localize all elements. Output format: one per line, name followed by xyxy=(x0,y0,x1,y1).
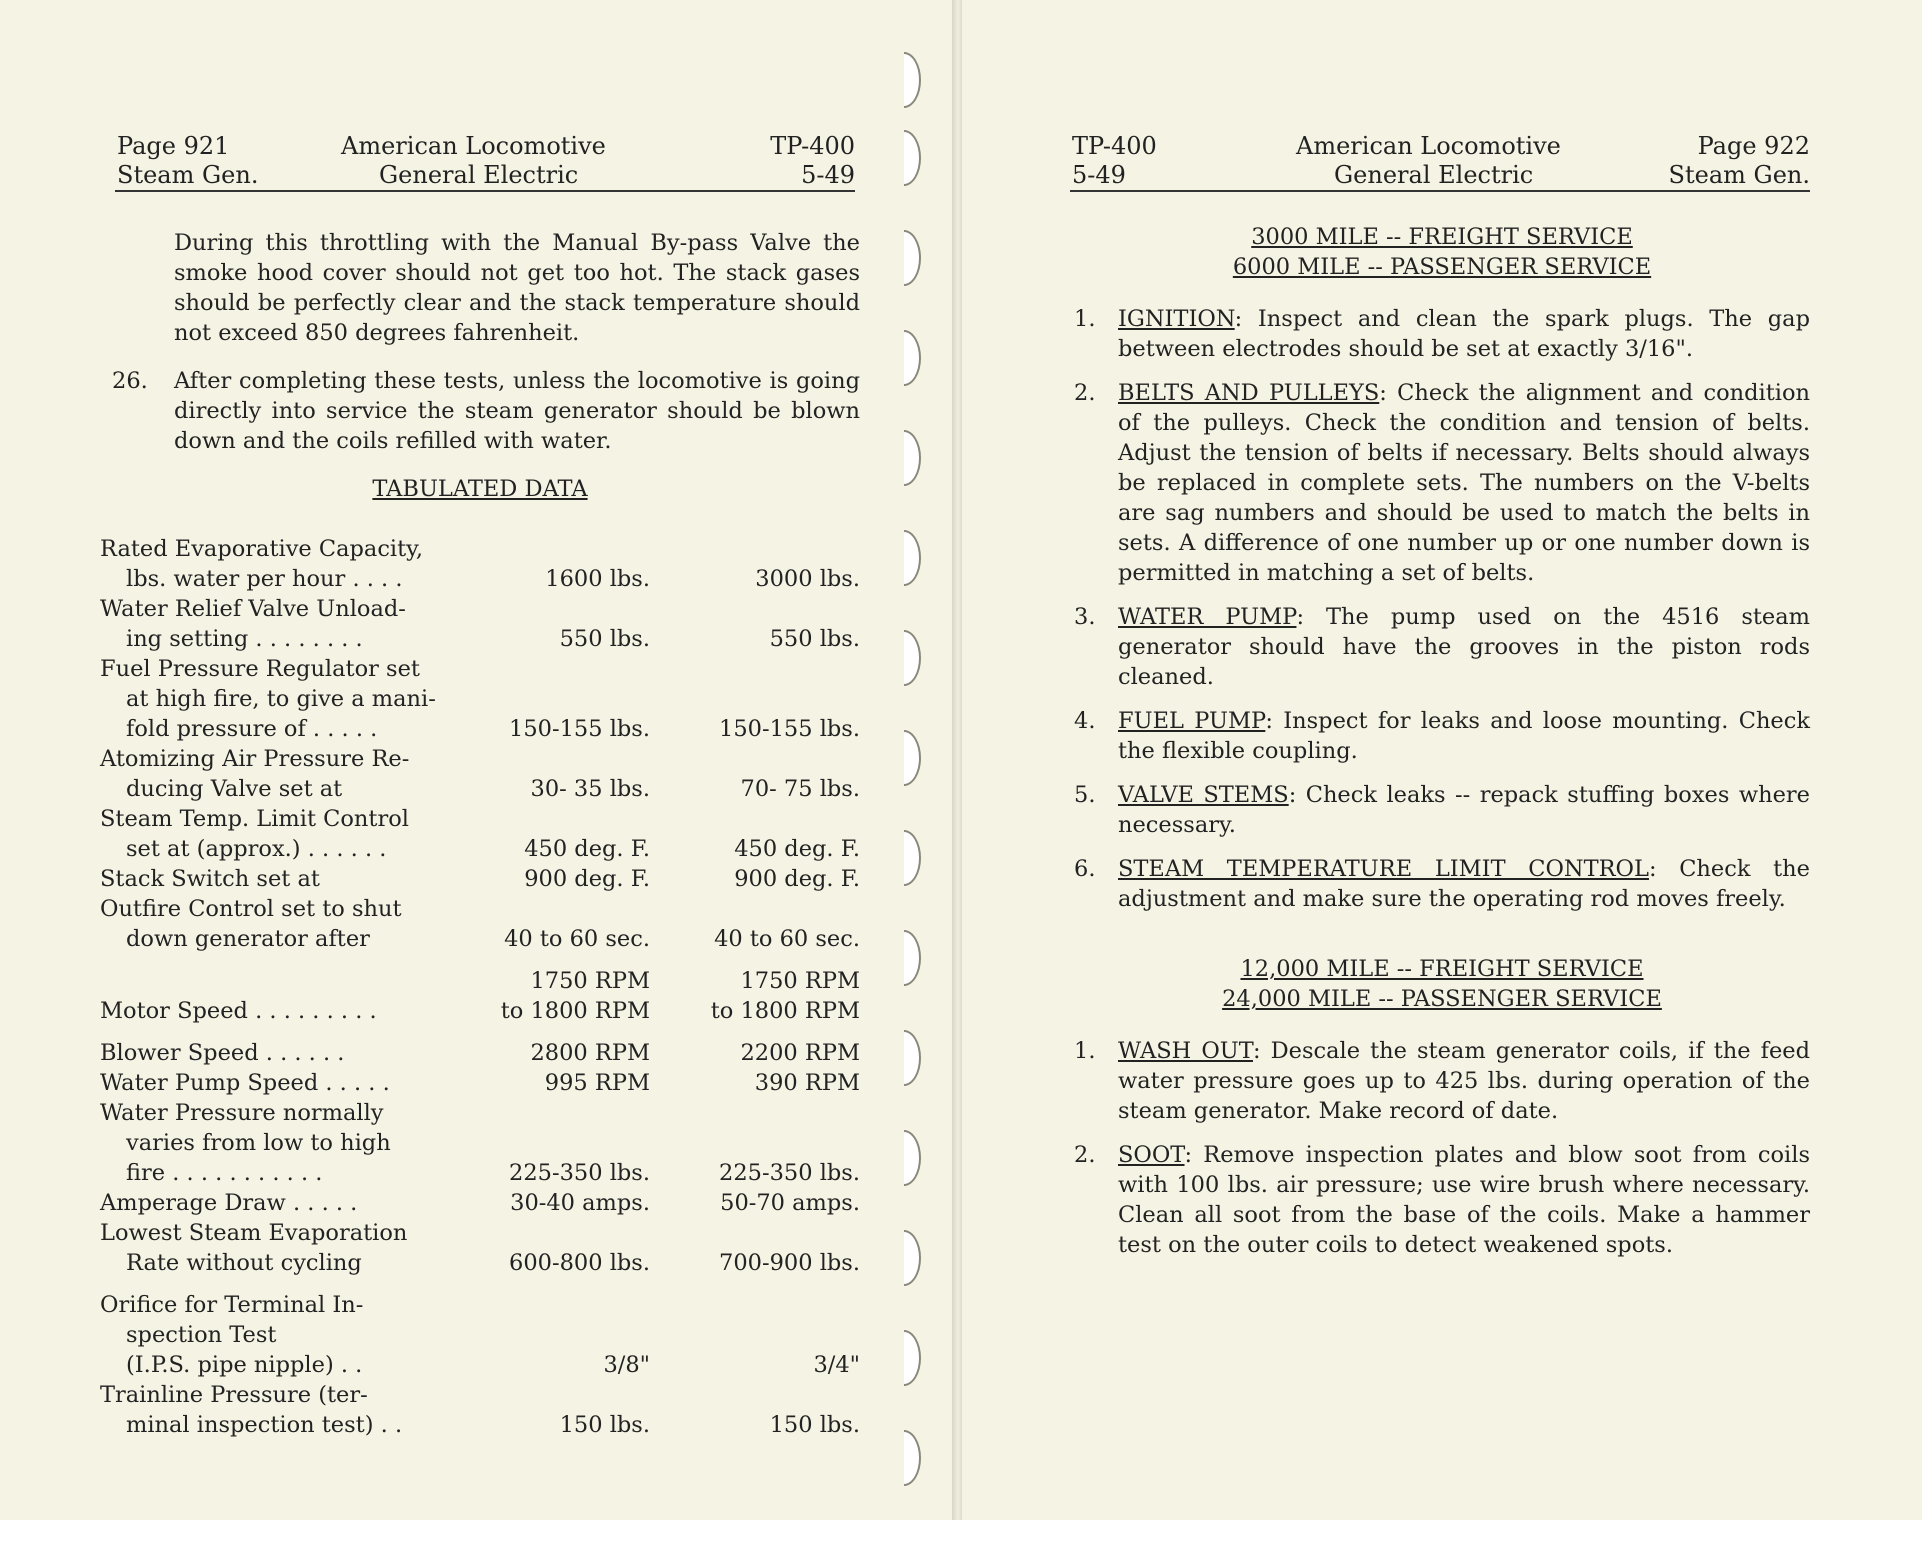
numbered-item xyxy=(1074,378,1810,588)
table-row xyxy=(100,534,860,564)
table-row-label: Atomizing Air Pressure Re- xyxy=(100,746,410,772)
binder-hole xyxy=(887,930,921,986)
table-row xyxy=(100,1128,860,1158)
binder-hole xyxy=(887,1230,921,1286)
table-row xyxy=(100,1098,860,1128)
table-row-label: Orifice for Terminal In- xyxy=(100,1292,364,1318)
item-body: : Inspect for leaks and loose mounting. Check the flexible coupling. xyxy=(1118,708,1810,764)
table-value-col2: 1750 RPM xyxy=(740,968,860,994)
item-body: : Inspect and clean the spark plugs. The gap between electrodes should be set at exactly 3/16". xyxy=(1118,306,1810,362)
table-row xyxy=(100,1248,860,1278)
table-row-label: Water Pump Speed . . . . . xyxy=(100,1070,390,1096)
numbered-item xyxy=(112,366,860,456)
table-row xyxy=(100,834,860,864)
table-row-label: Steam Temp. Limit Control xyxy=(100,806,409,832)
table-value-col1: 2800 RPM xyxy=(530,1040,650,1066)
table-row-label: down generator after xyxy=(126,926,370,952)
table-value-col2: 900 deg. F. xyxy=(734,866,860,892)
item-number: 6. xyxy=(1074,856,1096,882)
table-row-label: fold pressure of . . . . . xyxy=(126,716,378,742)
numbered-item xyxy=(1074,602,1810,692)
item-body: : Remove inspection plates and blow soot from coils with 100 lbs. air pressure; use wire brush where necessary. Clean all soot from the base of the coils. Make a hammer test on the outer coils to detect weakened spots. xyxy=(1118,1142,1810,1258)
table-row xyxy=(100,1026,860,1038)
item-number: 1. xyxy=(1074,1038,1096,1064)
numbered-item xyxy=(1074,780,1810,840)
company-name: General Electric xyxy=(1334,161,1534,189)
item-text xyxy=(1118,1036,1810,1126)
table-value-col2: 150 lbs. xyxy=(769,1412,860,1438)
item-body: : Check the alignment and condition of the pulleys. Check the condition and tension of belts. Adjust the tension of belts if necessary. Belts should always be replaced in complete sets. The numbers on the V-belts are sag numbers and should be used to match the belts in sets. A difference of one number up or one number down is permitted in matching a set of belts. xyxy=(1118,380,1810,586)
item-text xyxy=(1118,706,1810,766)
table-value-col2: 70- 75 lbs. xyxy=(740,776,860,802)
table-value-col1: 150 lbs. xyxy=(559,1412,650,1438)
item-heading: BELTS AND PULLEYS xyxy=(1118,380,1380,406)
item-heading: WATER PUMP xyxy=(1118,604,1297,630)
table-value-col2: 450 deg. F. xyxy=(734,836,860,862)
document-number: TP-400 xyxy=(770,132,855,160)
table-value-col2: to 1800 RPM xyxy=(710,998,860,1024)
document-date: 5-49 xyxy=(801,161,855,189)
item-number: 2. xyxy=(1074,1142,1096,1168)
table-row xyxy=(100,954,860,966)
right-page xyxy=(962,0,1922,1520)
table-row xyxy=(100,1410,860,1440)
table-row-label: minal inspection test) . . xyxy=(126,1412,403,1438)
table-row-label: set at (approx.) . . . . . . xyxy=(126,836,387,862)
table-row-label: Lowest Steam Evaporation xyxy=(100,1220,408,1246)
table-row-label: Rate without cycling xyxy=(126,1250,362,1276)
table-value-col2: 3000 lbs. xyxy=(755,566,860,592)
table-row-label: Motor Speed . . . . . . . . . xyxy=(100,998,377,1024)
section-heading xyxy=(1074,954,1810,1014)
item-number: 26. xyxy=(112,368,148,394)
item-heading: STEAM TEMPERATURE LIMIT CONTROL xyxy=(1118,856,1649,882)
table-row xyxy=(100,864,860,894)
table-row-label: varies from low to high xyxy=(126,1130,391,1156)
item-number: 1. xyxy=(1074,306,1096,332)
paragraph: During this throttling with the Manual By-pass Valve the smoke hood cover should not get too hot. The stack gases should be perfectly clear and the stack temperature should not exceed 850 degrees fahrenheit. xyxy=(174,230,860,346)
binder-hole xyxy=(887,730,921,786)
left-page-header xyxy=(115,132,855,192)
table-value-col1: 3/8" xyxy=(603,1352,650,1378)
table-value-col1: 550 lbs. xyxy=(559,626,650,652)
table-row xyxy=(100,1320,860,1350)
numbered-item xyxy=(1074,304,1810,364)
table-row xyxy=(100,744,860,774)
table-value-col2: 700-900 lbs. xyxy=(719,1250,860,1276)
table-value-col1: 30- 35 lbs. xyxy=(530,776,650,802)
item-body: : Check leaks -- repack stuffing boxes where necessary. xyxy=(1118,782,1810,838)
section-title: 3000 MILE -- FREIGHT SERVICE xyxy=(1251,224,1633,250)
item-text: After completing these tests, unless the locomotive is going directly into service the steam generator should be blown down and the coils refilled with water. xyxy=(174,368,860,454)
company-name: General Electric xyxy=(379,161,579,189)
table-row-label: spection Test xyxy=(126,1322,277,1348)
table-value-col1: 450 deg. F. xyxy=(524,836,650,862)
table-row xyxy=(100,1350,860,1380)
section-title: 12,000 MILE -- FREIGHT SERVICE xyxy=(1240,956,1644,982)
item-number: 5. xyxy=(1074,782,1096,808)
binder-hole xyxy=(887,1430,921,1486)
section-title: 6000 MILE -- PASSENGER SERVICE xyxy=(1232,254,1652,280)
binder-hole xyxy=(887,52,921,108)
maintenance-list xyxy=(1074,1036,1810,1260)
table-row xyxy=(100,1290,860,1320)
table-row-label: Water Pressure normally xyxy=(100,1100,384,1126)
table-row-label: Outfire Control set to shut xyxy=(100,896,402,922)
binder-hole xyxy=(887,130,921,186)
table-value-col2: 225-350 lbs. xyxy=(719,1160,860,1186)
table-value-col1: 150-155 lbs. xyxy=(509,716,650,742)
table-row xyxy=(100,966,860,996)
section-heading xyxy=(100,474,860,504)
table-row-label: ducing Valve set at xyxy=(126,776,343,802)
table-value-col2: 3/4" xyxy=(813,1352,860,1378)
table-row-label: Rated Evaporative Capacity, xyxy=(100,536,424,562)
table-value-col2: 50-70 amps. xyxy=(720,1190,860,1216)
item-number: 3. xyxy=(1074,604,1096,630)
table-row xyxy=(100,1380,860,1410)
table-value-col1: 30-40 amps. xyxy=(510,1190,650,1216)
binder-hole xyxy=(887,1330,921,1386)
table-value-col1: 900 deg. F. xyxy=(524,866,650,892)
numbered-item xyxy=(1074,854,1810,914)
table-row-label: ing setting . . . . . . . . xyxy=(126,626,363,652)
document-date: 5-49 xyxy=(1072,161,1126,189)
numbered-item xyxy=(1074,706,1810,766)
numbered-item xyxy=(1074,1036,1810,1126)
page-number: Page 921 xyxy=(117,132,230,160)
table-row-label: Water Relief Valve Unload- xyxy=(100,596,406,622)
binder-hole xyxy=(887,1130,921,1186)
table-value-col1: to 1800 RPM xyxy=(500,998,650,1024)
item-text xyxy=(1118,602,1810,692)
table-row xyxy=(100,1158,860,1188)
item-text xyxy=(1118,1140,1810,1260)
item-text xyxy=(1118,304,1810,364)
table-row xyxy=(100,1278,860,1290)
binder-hole xyxy=(887,230,921,286)
table-row xyxy=(100,804,860,834)
table-row xyxy=(100,996,860,1026)
maintenance-list xyxy=(1074,304,1810,914)
table-row xyxy=(100,1038,860,1068)
item-text xyxy=(1118,854,1810,914)
table-value-col1: 1750 RPM xyxy=(530,968,650,994)
table-row xyxy=(100,1188,860,1218)
table-value-col2: 390 RPM xyxy=(754,1070,860,1096)
table-value-col2: 150-155 lbs. xyxy=(719,716,860,742)
item-heading: IGNITION xyxy=(1118,306,1235,332)
item-number: 4. xyxy=(1074,708,1096,734)
table-row-label: fire . . . . . . . . . . . xyxy=(126,1160,323,1186)
table-row xyxy=(100,564,860,594)
table-value-col1: 40 to 60 sec. xyxy=(504,926,650,952)
table-row-label: Blower Speed . . . . . . xyxy=(100,1040,345,1066)
binder-hole xyxy=(887,630,921,686)
item-heading: FUEL PUMP xyxy=(1118,708,1266,734)
table-row xyxy=(100,684,860,714)
table-row xyxy=(100,654,860,684)
company-name: American Locomotive xyxy=(341,132,606,160)
document-number: TP-400 xyxy=(1072,132,1157,160)
binder-hole xyxy=(887,1030,921,1086)
table-row-label: Fuel Pressure Regulator set xyxy=(100,656,420,682)
table-value-col2: 2200 RPM xyxy=(740,1040,860,1066)
section-label: Steam Gen. xyxy=(117,161,259,189)
item-heading: VALVE STEMS xyxy=(1118,782,1289,808)
table-row-label: lbs. water per hour . . . . xyxy=(126,566,403,592)
binder-hole xyxy=(887,830,921,886)
table-value-col1: 600-800 lbs. xyxy=(509,1250,650,1276)
tabulated-data-table xyxy=(100,534,860,1440)
tabulated-data-title: TABULATED DATA xyxy=(372,476,588,502)
company-name: American Locomotive xyxy=(1296,132,1561,160)
table-row xyxy=(100,894,860,924)
table-row xyxy=(100,1068,860,1098)
table-value-col2: 550 lbs. xyxy=(769,626,860,652)
table-row-label: Trainline Pressure (ter- xyxy=(100,1382,368,1408)
item-heading: WASH OUT xyxy=(1118,1038,1253,1064)
table-row xyxy=(100,1218,860,1248)
table-value-col1: 995 RPM xyxy=(544,1070,650,1096)
table-row xyxy=(100,924,860,954)
table-value-col1: 1600 lbs. xyxy=(545,566,650,592)
right-page-header xyxy=(1070,132,1810,192)
item-body: : Check the adjustment and make sure the operating rod moves freely. xyxy=(1118,856,1810,912)
table-row xyxy=(100,774,860,804)
item-body: : Descale the steam generator coils, if the feed water pressure goes up to 425 lbs. during operation of the steam generator. Make record of date. xyxy=(1118,1038,1810,1124)
table-value-col1: 225-350 lbs. xyxy=(509,1160,650,1186)
binder-hole xyxy=(887,530,921,586)
section-heading xyxy=(1074,222,1810,282)
numbered-item xyxy=(1074,1140,1810,1260)
table-row xyxy=(100,714,860,744)
table-row xyxy=(100,594,860,624)
table-row-label: (I.P.S. pipe nipple) . . xyxy=(126,1352,363,1378)
item-heading: SOOT xyxy=(1118,1142,1185,1168)
binder-hole xyxy=(887,330,921,386)
binder-hole xyxy=(887,430,921,486)
item-text xyxy=(1118,780,1810,840)
item-body: : The pump used on the 4516 steam generator should have the grooves in the piston rods cleaned. xyxy=(1118,604,1810,690)
table-row-label: Amperage Draw . . . . . xyxy=(100,1190,358,1216)
table-row xyxy=(100,624,860,654)
left-page xyxy=(0,0,956,1520)
section-title: 24,000 MILE -- PASSENGER SERVICE xyxy=(1222,986,1662,1012)
left-page-body xyxy=(100,228,860,1440)
right-page-body xyxy=(1074,222,1810,1274)
table-row-label: at high fire, to give a mani- xyxy=(126,686,436,712)
item-text xyxy=(1118,378,1810,588)
table-row-label: Stack Switch set at xyxy=(100,866,320,892)
item-number: 2. xyxy=(1074,380,1096,406)
section-label: Steam Gen. xyxy=(1668,161,1810,189)
page-number: Page 922 xyxy=(1697,132,1810,160)
table-value-col2: 40 to 60 sec. xyxy=(714,926,860,952)
